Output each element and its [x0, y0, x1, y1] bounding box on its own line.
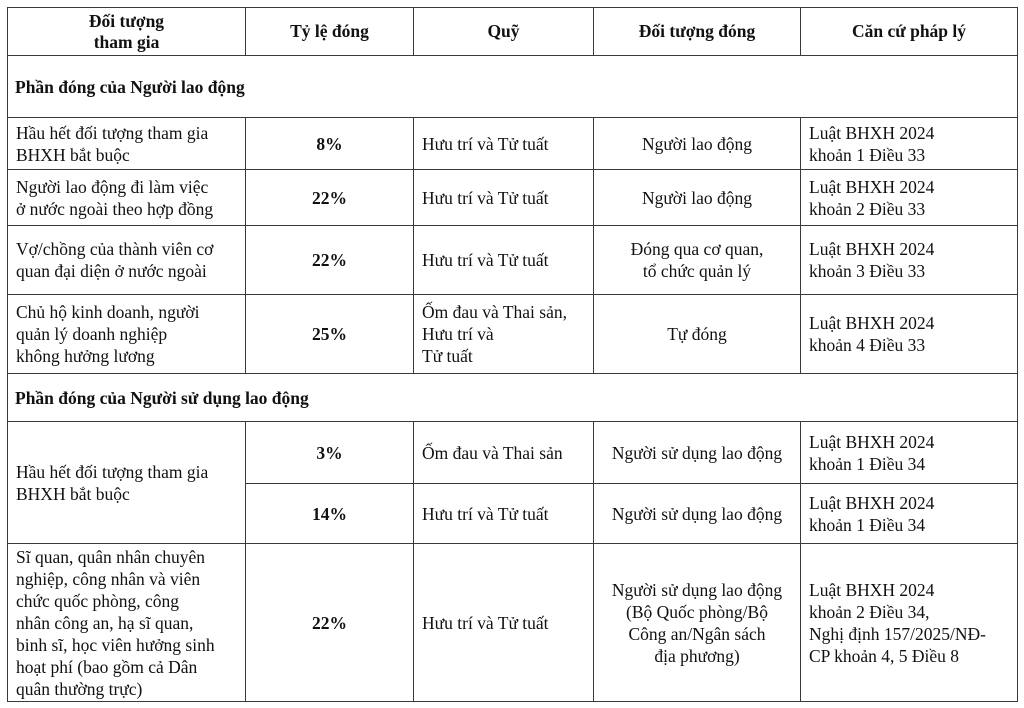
text-line: Công an/Ngân sách	[628, 623, 766, 644]
table-row	[8, 170, 1018, 226]
cell-payer: Người sử dụng lao động	[594, 484, 801, 544]
cell-subject	[8, 170, 246, 226]
table-row	[8, 295, 1018, 374]
text-line: quân thường trực)	[16, 678, 143, 699]
cell-payer	[594, 544, 801, 702]
text-line: khoản 1 Điều 34	[809, 514, 926, 535]
header-fund: Quỹ	[414, 8, 594, 56]
cell-legal-basis	[801, 295, 1018, 374]
text-line: khoản 2 Điều 33	[809, 198, 926, 219]
section-title: Phần đóng của Người lao động	[8, 56, 1018, 118]
text-line: khoản 4 Điều 33	[809, 335, 926, 355]
text-line: (Bộ Quốc phòng/Bộ	[626, 601, 768, 622]
cell-rate: 14%	[246, 484, 414, 544]
table-row	[8, 226, 1018, 295]
table-row	[8, 422, 1018, 484]
text-line: Nghị định 157/2025/NĐ-	[809, 623, 986, 644]
contribution-rate-table	[7, 7, 1018, 702]
text-line: quan đại diện ở nước ngoài	[16, 261, 207, 281]
text-line: Sĩ quan, quân nhân chuyên	[16, 546, 206, 567]
text-line: ở nước ngoài theo hợp đồng	[16, 198, 214, 219]
cell-rate: 22%	[246, 170, 414, 226]
text-line: Luật BHXH 2024	[809, 176, 935, 197]
text-line: Vợ/chồng của thành viên cơ	[16, 239, 214, 259]
text-line: BHXH bắt buộc	[16, 483, 130, 504]
text-line: chức quốc phòng, công	[16, 590, 180, 611]
text-line: hoạt phí (bao gồm cả Dân	[16, 656, 198, 677]
text-line: địa phương)	[654, 645, 740, 666]
text-line: nghiệp, công nhân và viên	[16, 568, 201, 589]
cell-subject	[8, 295, 246, 374]
text-line: Người sử dụng lao động	[611, 579, 783, 600]
cell-legal-basis	[801, 118, 1018, 170]
cell-payer: Tự đóng	[594, 295, 801, 374]
table-row	[8, 544, 1018, 702]
text-line: Luật BHXH 2024	[809, 239, 935, 259]
text-line: nhân công an, hạ sĩ quan,	[16, 612, 194, 633]
cell-rate: 3%	[246, 422, 414, 484]
text-line: khoản 1 Điều 33	[809, 144, 926, 165]
text-line: Luật BHXH 2024	[809, 492, 935, 513]
section-title: Phần đóng của Người sử dụng lao động	[8, 374, 1018, 422]
cell-legal-basis	[801, 544, 1018, 702]
cell-fund: Hưu trí và Tử tuất	[414, 484, 594, 544]
cell-rate: 22%	[246, 544, 414, 702]
cell-legal-basis	[801, 422, 1018, 484]
text-line: BHXH bắt buộc	[16, 144, 130, 165]
cell-fund: Hưu trí và Tử tuất	[414, 544, 594, 702]
text-line: Hầu hết đối tượng tham gia	[16, 122, 209, 143]
text-line: khoản 2 Điều 34,	[809, 601, 930, 622]
cell-payer: Người lao động	[594, 170, 801, 226]
cell-fund	[414, 295, 594, 374]
cell-subject	[8, 118, 246, 170]
header-subject-line2: tham gia	[93, 31, 160, 52]
text-line: Luật BHXH 2024	[809, 122, 935, 143]
cell-fund: Hưu trí và Tử tuất	[414, 170, 594, 226]
text-line: Hầu hết đối tượng tham gia	[16, 461, 209, 482]
cell-rate: 25%	[246, 295, 414, 374]
cell-subject	[8, 422, 246, 544]
cell-rate: 22%	[246, 226, 414, 295]
cell-legal-basis	[801, 226, 1018, 295]
cell-payer	[594, 226, 801, 295]
text-line: binh sĩ, học viên hưởng sinh	[16, 634, 215, 655]
header-subject-line1: Đối tượng	[88, 10, 165, 31]
header-rate: Tỷ lệ đóng	[246, 8, 414, 56]
text-line: CP khoản 4, 5 Điều 8	[809, 645, 960, 666]
text-line: Luật BHXH 2024	[809, 313, 935, 333]
text-line: Người lao động đi làm việc	[16, 176, 209, 197]
header-subject	[8, 8, 246, 56]
text-line: Hưu trí và	[422, 324, 494, 344]
section-row-employer	[8, 374, 1018, 422]
text-line: Ốm đau và Thai sản,	[422, 302, 567, 322]
text-line: Luật BHXH 2024	[809, 579, 935, 600]
text-line: không hưởng lương	[16, 346, 155, 366]
text-line: khoản 3 Điều 33	[809, 261, 926, 281]
cell-rate: 8%	[246, 118, 414, 170]
cell-legal-basis	[801, 170, 1018, 226]
table-row	[8, 118, 1018, 170]
cell-payer: Người lao động	[594, 118, 801, 170]
header-legal-basis: Căn cứ pháp lý	[801, 8, 1018, 56]
header-payer: Đối tượng đóng	[594, 8, 801, 56]
cell-fund: Hưu trí và Tử tuất	[414, 118, 594, 170]
text-line: Luật BHXH 2024	[809, 431, 935, 452]
text-line: quản lý doanh nghiệp	[16, 324, 168, 344]
cell-fund: Ốm đau và Thai sản	[414, 422, 594, 484]
text-line: tổ chức quản lý	[642, 261, 752, 281]
cell-fund: Hưu trí và Tử tuất	[414, 226, 594, 295]
text-line: Tử tuất	[422, 346, 473, 366]
text-line: Đóng qua cơ quan,	[630, 239, 764, 259]
text-line: khoản 1 Điều 34	[809, 453, 926, 474]
cell-subject	[8, 544, 246, 702]
cell-legal-basis	[801, 484, 1018, 544]
section-row-employee	[8, 56, 1018, 118]
header-row	[8, 8, 1018, 56]
cell-subject	[8, 226, 246, 295]
cell-payer: Người sử dụng lao động	[594, 422, 801, 484]
text-line: Chủ hộ kinh doanh, người	[16, 302, 200, 322]
